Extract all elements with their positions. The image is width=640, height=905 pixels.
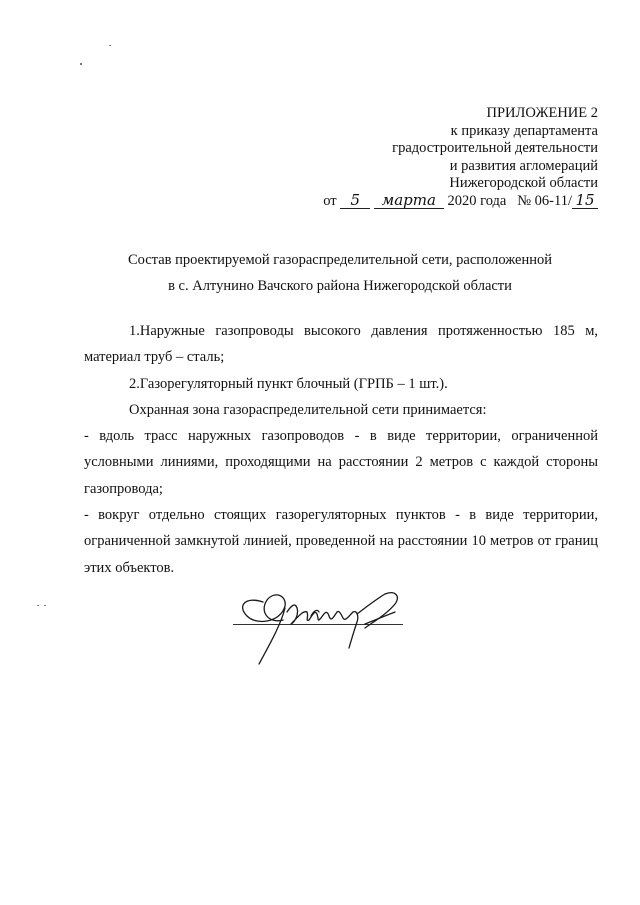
scan-speck [37, 605, 39, 606]
handwritten-month: марта [374, 193, 444, 209]
scan-speck [109, 45, 111, 46]
order-date-line [323, 190, 598, 211]
handwritten-order-number: 15 [572, 193, 598, 209]
order-reference-line: к приказу департамента [450, 122, 598, 139]
appendix-header [323, 105, 598, 211]
handwritten-signature-icon [225, 572, 425, 672]
date-prefix: от [323, 192, 337, 209]
signature-block [225, 572, 425, 672]
date-year: 2020 года [447, 192, 507, 209]
document-title [0, 247, 640, 299]
protection-zone-regulator: - вокруг отдельно стоящих газорегуляторных пунктов - в виде территории, ограниченной замкнутой линией, проведенной на расстоянии 10 метров от границ этих объектов. [84, 507, 598, 576]
item-regulator-point: 2.Газорегуляторный пункт блочный (ГРПБ – 1 шт.). [129, 375, 448, 392]
region-line: Нижегородской области [449, 175, 598, 192]
protection-zone-intro: Охранная зона газораспределительной сети принимается: [129, 401, 487, 418]
protection-zone-pipelines: - вдоль трасс наружных газопроводов - в виде территории, ограниченной условными линиями, проходящими на расстоянии 2 метров с каждой стороны газопровода; [84, 428, 598, 497]
department-line: градостроительной деятельности [392, 140, 598, 157]
item-gas-pipelines: 1.Наружные газопроводы высокого давления протяженностью 185 м, материал труб – сталь; [84, 323, 598, 366]
order-number-prefix: № 06-11/ [517, 192, 572, 209]
title-line-1: Состав проектируемой газораспределительной сети, расположенной [127, 252, 553, 268]
document-body [84, 318, 598, 581]
title-line-2: в с. Алтунино Вачского района Нижегородской области [168, 278, 512, 294]
handwritten-day: 5 [340, 193, 370, 209]
appendix-title: ПРИЛОЖЕНИЕ 2 [486, 105, 598, 121]
department-line-2: и развития агломераций [449, 157, 598, 174]
scan-speck [44, 605, 46, 606]
scan-speck [80, 63, 82, 65]
